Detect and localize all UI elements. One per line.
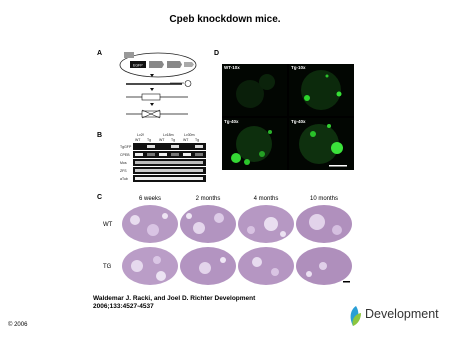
panel-b-western-blot bbox=[120, 132, 206, 184]
histology-tg-6weeks bbox=[121, 246, 179, 287]
row-label: ZFS bbox=[120, 169, 127, 173]
logo-text: Development bbox=[365, 307, 439, 321]
micrograph-wt-10x bbox=[222, 64, 287, 116]
copyright: © 2006 bbox=[8, 322, 28, 328]
panel-a-construct-diagram bbox=[112, 44, 204, 126]
row-label-wt: WT bbox=[103, 222, 113, 228]
lane-label: Tg bbox=[195, 138, 200, 142]
citation-line-1: Waldemar J. Racki, and Joel D. Richter Development bbox=[93, 295, 256, 302]
histology-wt-10months bbox=[295, 204, 353, 245]
micrograph-tg-10x bbox=[289, 64, 354, 116]
histology-wt-2months bbox=[179, 204, 237, 245]
histology-tg-4months bbox=[237, 246, 295, 287]
panel-d-letter: D bbox=[214, 50, 220, 57]
citation bbox=[93, 295, 293, 311]
micrograph-label: Tg-40x bbox=[224, 119, 239, 124]
row-label: Mos bbox=[120, 161, 127, 165]
blot-strips bbox=[133, 143, 206, 184]
timepoint-label: 2 months bbox=[195, 196, 221, 202]
timepoint-label: 4 months bbox=[253, 196, 279, 202]
col-header-3: Lv30m bbox=[184, 133, 195, 137]
lane-label: WT bbox=[183, 138, 189, 142]
timepoint-label: 10 months bbox=[309, 196, 339, 202]
col-header-2: Lv18m bbox=[163, 133, 174, 137]
panel-c-letter: C bbox=[97, 194, 103, 201]
micrograph-label: Tg-10x bbox=[291, 65, 306, 70]
histology-tg-2months bbox=[179, 246, 237, 287]
micrograph-label: Tg-40x bbox=[291, 119, 306, 124]
journal-logo bbox=[347, 304, 443, 330]
row-label: aTub bbox=[120, 177, 128, 181]
lane-label: Tg bbox=[171, 138, 176, 142]
construct-schematic bbox=[112, 44, 204, 126]
lane-label: WT bbox=[159, 138, 165, 142]
slide-title: Cpeb knockdown mice. bbox=[169, 14, 281, 25]
micrograph-tg-40x-left bbox=[222, 118, 287, 170]
histology-wt-4months bbox=[237, 204, 295, 245]
histology-tg-10months bbox=[295, 246, 353, 287]
timepoint-label: 6 weeks bbox=[138, 196, 161, 202]
promoter-box bbox=[124, 52, 134, 58]
logo-mark-icon bbox=[347, 304, 365, 330]
panel-d-fluorescence-grid bbox=[222, 64, 354, 170]
lane-label: WT bbox=[135, 138, 141, 142]
citation-line-2: 2006;133:4527-4537 bbox=[93, 303, 154, 310]
micrograph-label: WT-10x bbox=[224, 65, 240, 70]
panel-a-letter: A bbox=[97, 50, 103, 57]
row-label: TgGFP bbox=[120, 145, 132, 149]
lane-label: Tg bbox=[147, 138, 152, 142]
row-label-tg: TG bbox=[103, 264, 112, 270]
col-header-1: Lv2f bbox=[137, 133, 144, 137]
micrograph-tg-40x-right bbox=[289, 118, 354, 170]
egfp-text: EGFP bbox=[133, 63, 143, 68]
histology-wt-6weeks bbox=[121, 204, 179, 245]
panel-b-letter: B bbox=[97, 132, 103, 139]
row-label: CPEB bbox=[120, 153, 130, 157]
